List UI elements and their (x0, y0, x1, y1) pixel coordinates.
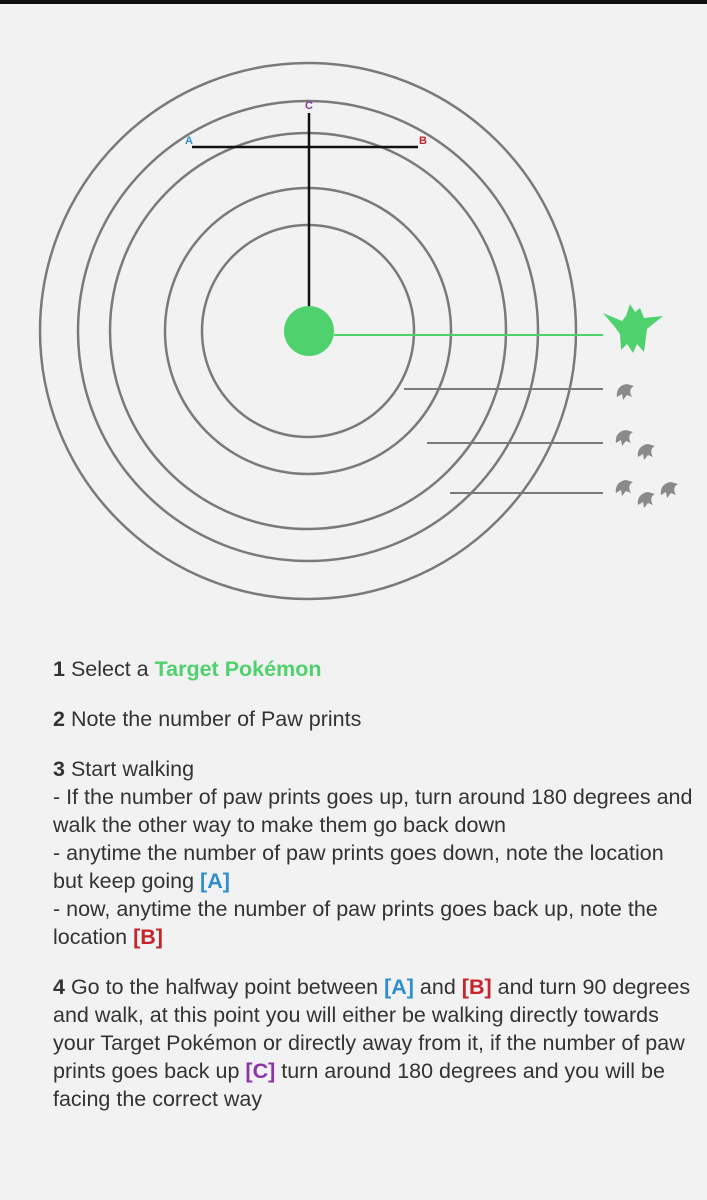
step-text: Note the number of Paw prints (64, 707, 362, 731)
step-4-part-1: Go to the halfway point between (64, 975, 385, 999)
paw-print-icon (617, 384, 634, 400)
step-3-line-3: - now, anytime the number of paw prints goes back up, note the location (53, 897, 658, 949)
step-3-line-2: - anytime the number of paw prints goes down, note the location but keep going (53, 841, 664, 893)
label-b: B (419, 135, 427, 147)
instructions (53, 655, 693, 1113)
tag-c: [C] (245, 1059, 276, 1083)
step-text: Select a (64, 657, 155, 681)
step-text: Start walking (64, 757, 195, 781)
paw-print-icon (616, 430, 655, 460)
target-pokemon-highlight: Target Pokémon (154, 657, 322, 681)
label-c: C (305, 100, 313, 112)
step-2 (53, 705, 693, 733)
step-4-part-3: and turn 90 degrees and walk, at this point you will either be walking directly towards your Target Pokémon or directly away from it, if the number of paw prints goes back up (53, 975, 691, 1083)
step-4-part-4: turn around 180 degrees and you will be facing the correct way (53, 1059, 665, 1111)
tag-a: [A] (200, 869, 230, 893)
step-3-line-1: - If the number of paw prints goes up, turn around 180 degrees and walk the other way to make them go back down (53, 785, 693, 837)
tag-a: [A] (384, 975, 414, 999)
step-number: 2 (53, 707, 65, 731)
step-4 (53, 973, 693, 1113)
step-1 (53, 655, 693, 683)
tag-b: [B] (133, 925, 163, 949)
label-a: A (185, 135, 193, 147)
step-number: 4 (53, 975, 65, 999)
target-center-icon (284, 306, 334, 356)
step-4-part-2: and (413, 975, 462, 999)
step-3 (53, 755, 693, 951)
pokemon-silhouette-icon (603, 304, 663, 353)
tag-b: [B] (461, 975, 492, 999)
step-number: 3 (53, 757, 65, 781)
step-number: 1 (53, 657, 65, 681)
paw-print-icon (616, 480, 678, 508)
